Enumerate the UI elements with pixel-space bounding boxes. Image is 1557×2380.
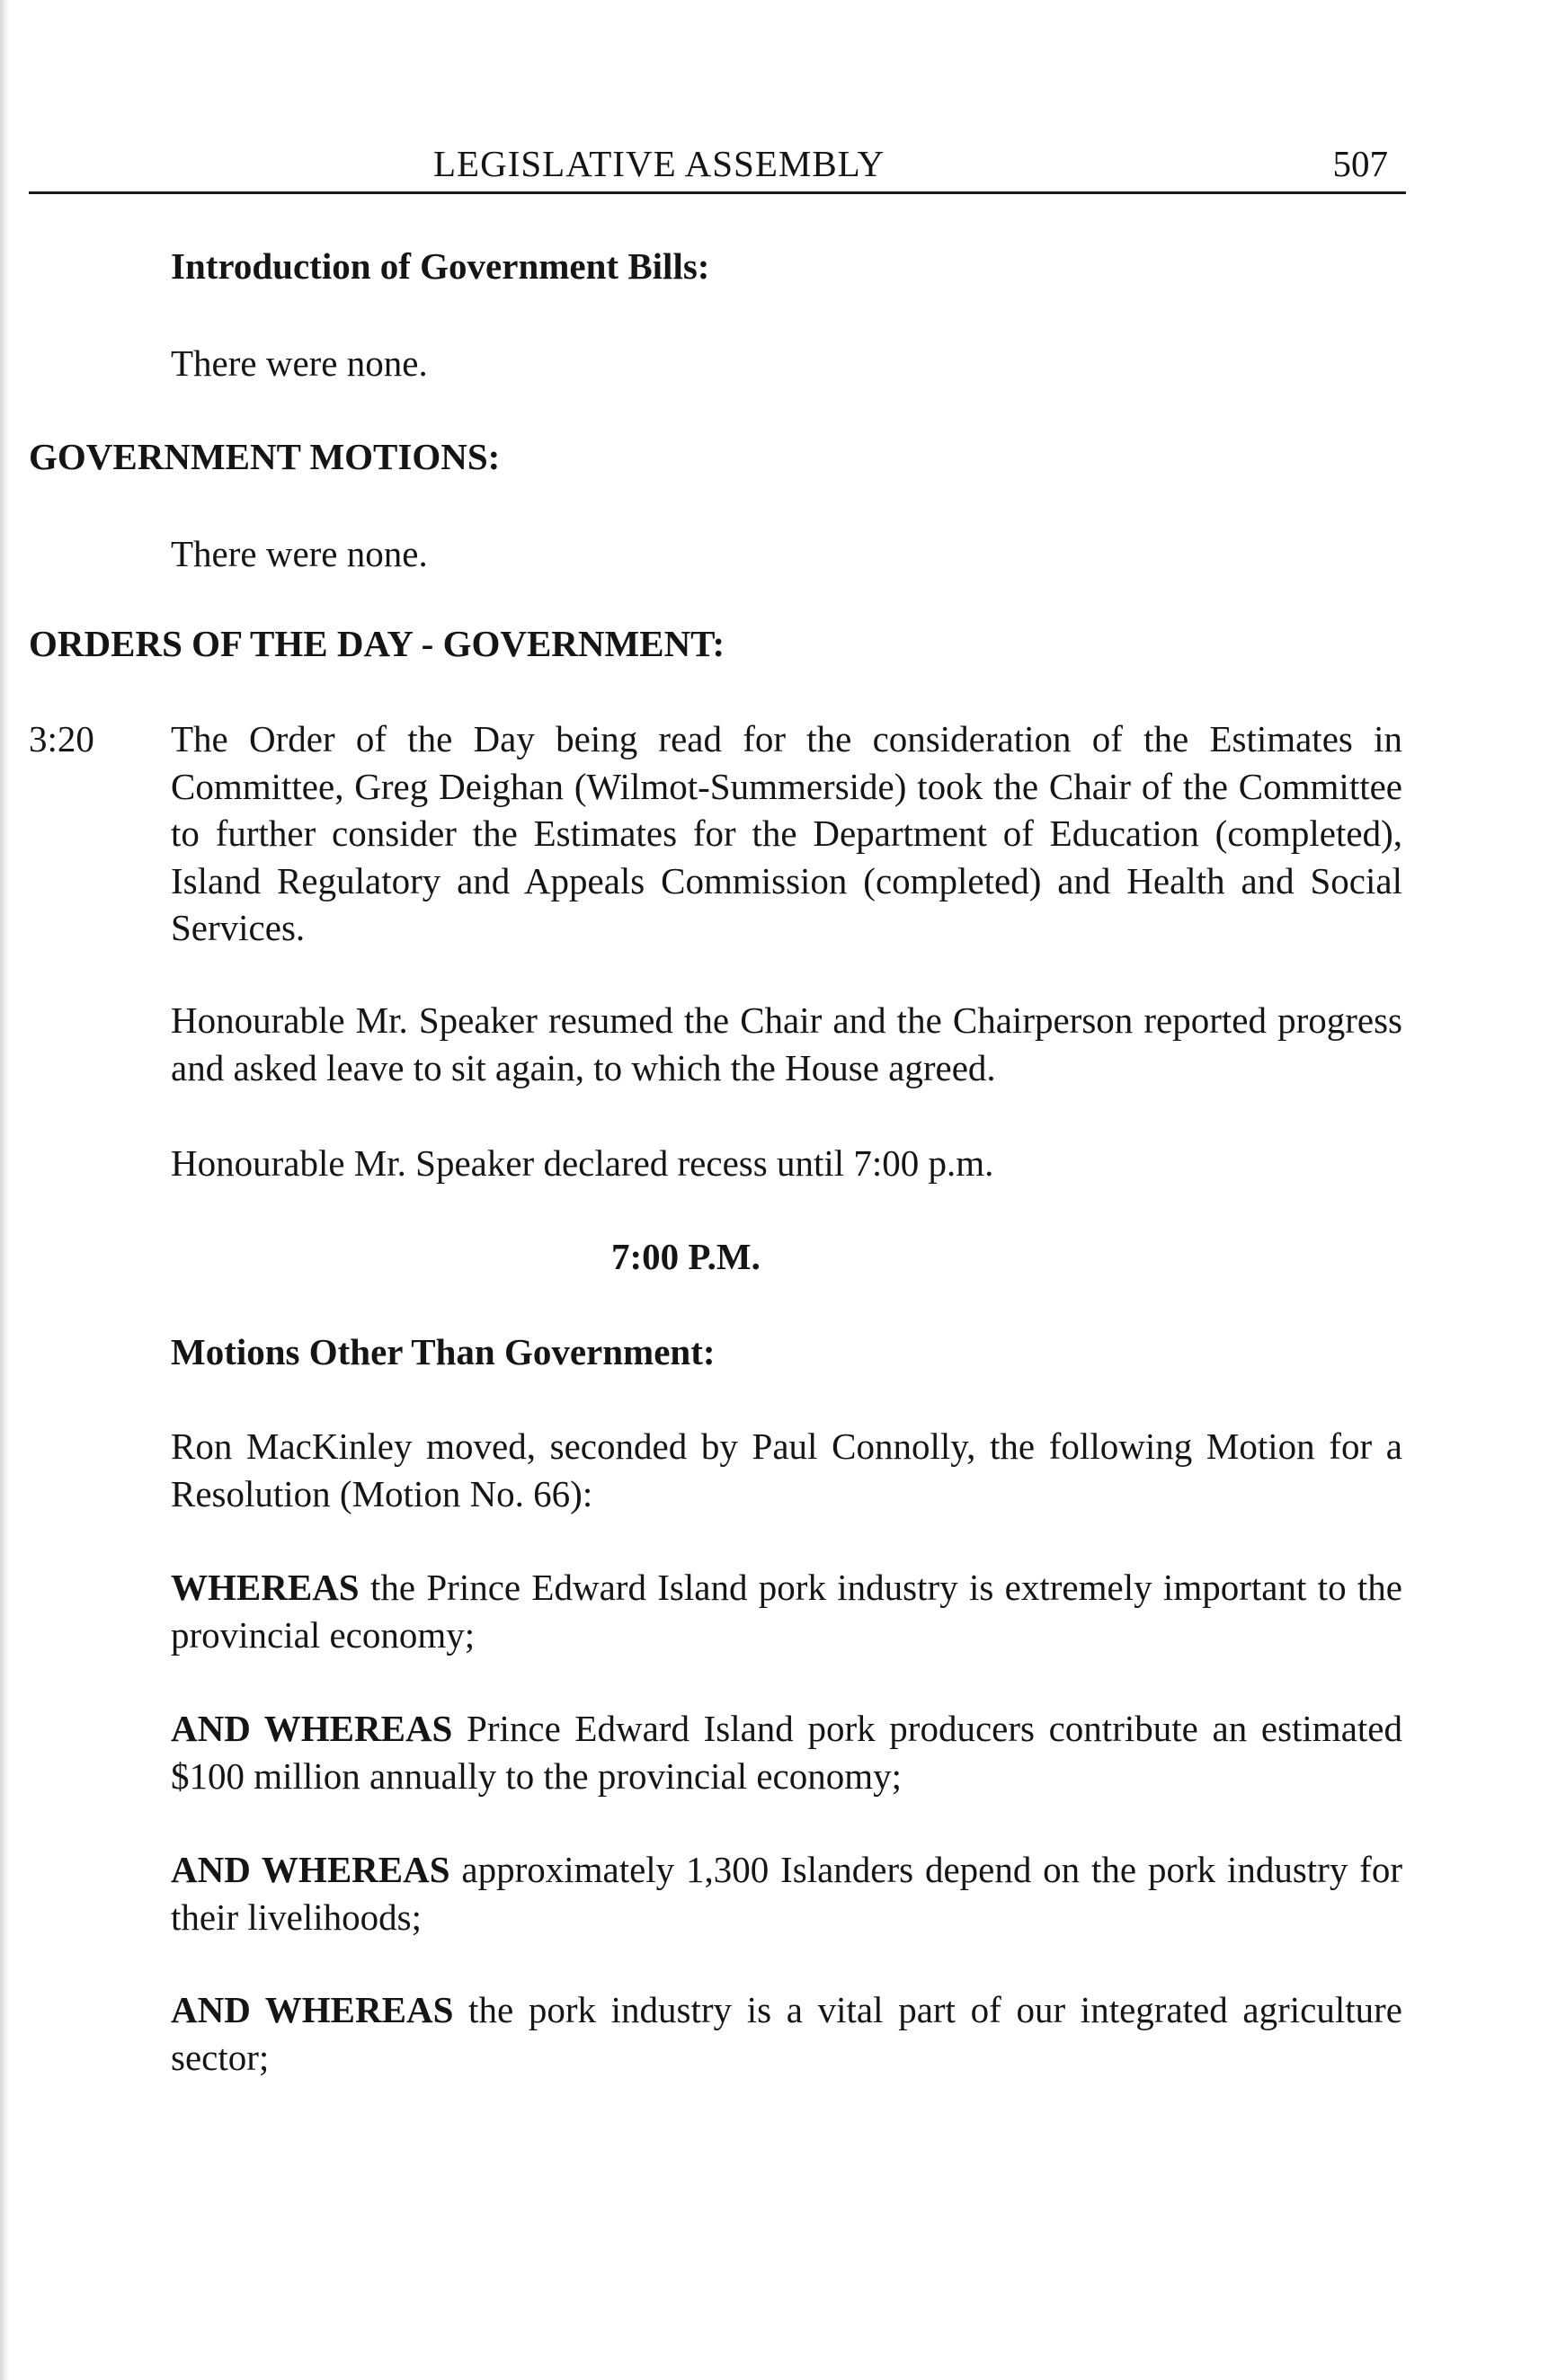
motions-other-heading: Motions Other Than Government: xyxy=(171,1331,716,1372)
page-edge-shadow xyxy=(0,0,9,2380)
intro-bills-text: There were none. xyxy=(171,342,428,384)
whereas-clause-1 xyxy=(171,1564,1402,1658)
header-title: LEGISLATIVE ASSEMBLY xyxy=(433,143,885,184)
intro-bills-heading: Introduction of Government Bills: xyxy=(171,245,710,287)
orders-of-the-day-heading: ORDERS OF THE DAY - GOVERNMENT: xyxy=(29,623,725,664)
page-number: 507 xyxy=(1332,143,1388,184)
time-stamp: 3:20 xyxy=(29,718,94,759)
orders-paragraph-recess: Honourable Mr. Speaker declared recess until 7:00 p.m. xyxy=(171,1142,994,1184)
government-motions-text: There were none. xyxy=(171,533,428,574)
whereas-lead: AND WHEREAS xyxy=(171,1989,454,2030)
page-header xyxy=(29,135,1406,189)
orders-paragraph-progress: Honourable Mr. Speaker resumed the Chair and the Chairperson reported progress and asked leave to sit again, to which the House agreed. xyxy=(171,999,1402,1088)
orders-paragraph-estimates: The Order of the Day being read for the consideration of the Estimates in Committee, Greg Deighan (Wilmot-Summerside) took the Chair of the Committee to further consider the Estimates for the Department of Education (completed), Island Regulatory and Appeals Commission (completed) and Health and Social Services. xyxy=(171,718,1402,948)
whereas-lead: AND WHEREAS xyxy=(171,1849,450,1890)
whereas-text: approximately 1,300 Islanders depend on the pork industry for their livelihoods; xyxy=(171,1849,1402,1938)
whereas-lead: AND WHEREAS xyxy=(171,1708,453,1749)
whereas-text: the Prince Edward Island pork industry is extremely important to the provincial economy; xyxy=(171,1567,1402,1656)
motion-intro-paragraph: Ron MacKinley moved, seconded by Paul Connolly, the following Motion for a Resolution (Motion No. 66): xyxy=(171,1425,1402,1514)
whereas-text: Prince Edward Island pork producers contribute an estimated $100 million annually to the provincial economy; xyxy=(171,1708,1402,1797)
government-motions-heading: GOVERNMENT MOTIONS: xyxy=(29,436,501,477)
whereas-clause-4 xyxy=(171,1986,1402,2081)
whereas-clause-2 xyxy=(171,1705,1402,1799)
evening-time-heading: 7:00 P.M. xyxy=(611,1236,761,1277)
whereas-clause-3 xyxy=(171,1846,1402,1940)
whereas-lead: WHEREAS xyxy=(171,1567,360,1608)
header-rule xyxy=(29,191,1406,194)
whereas-text: the pork industry is a vital part of our integrated agriculture sector; xyxy=(171,1989,1402,2078)
